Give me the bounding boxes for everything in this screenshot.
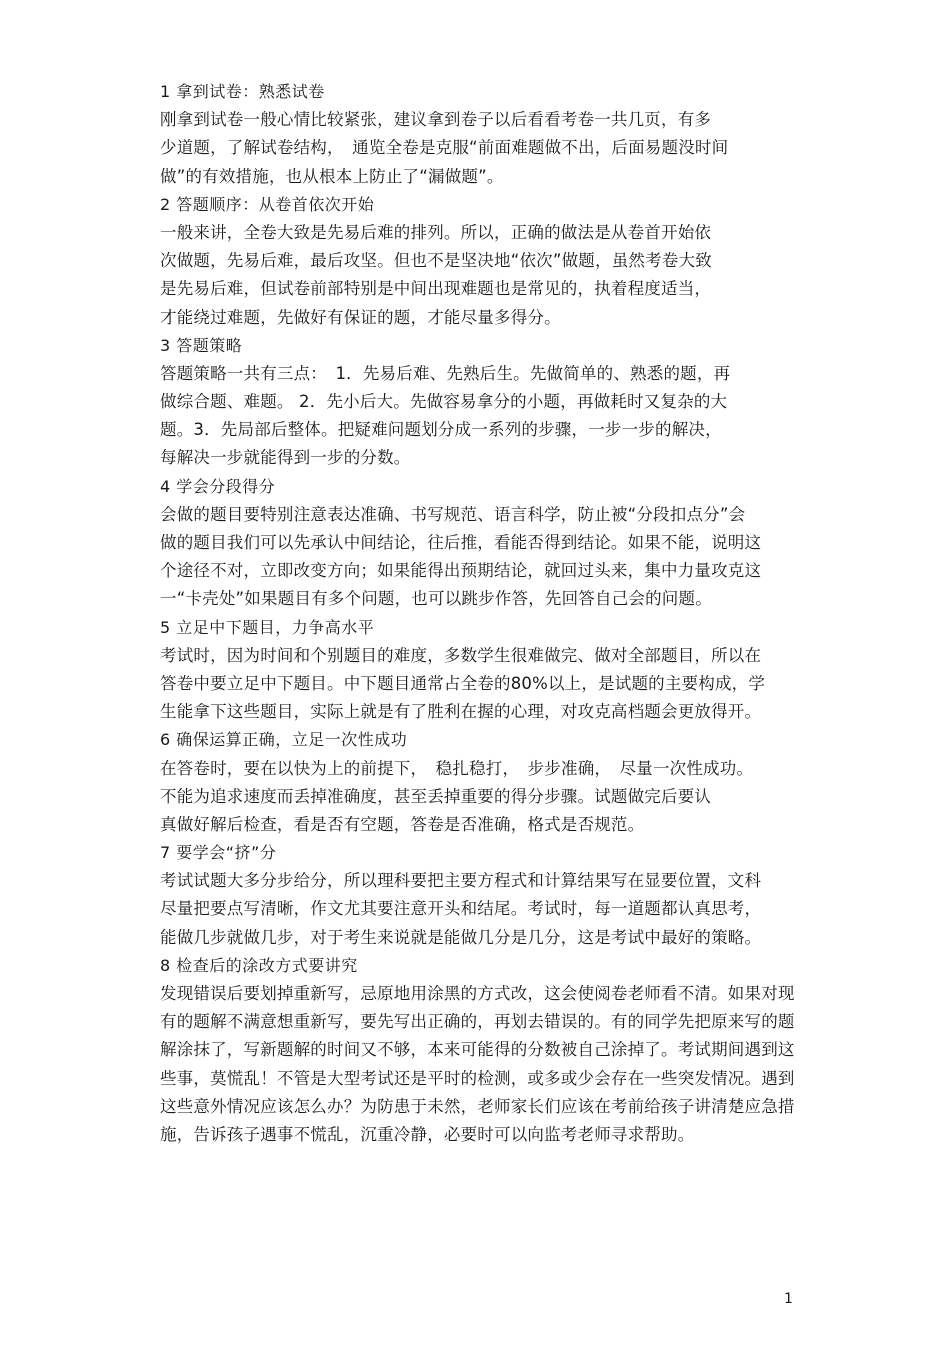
document-section xyxy=(160,839,810,952)
paragraph-line: 是先易后难，但试卷前部特别是中间出现难题也是常见的，执着程度适当， xyxy=(160,279,712,299)
document-section xyxy=(160,614,810,727)
page-number: 1 xyxy=(784,1291,793,1307)
document-section xyxy=(160,726,810,839)
paragraph-line: 在答卷时，要在以快为上的前提下， 稳扎稳打， 步步准确， 尽量一次性成功。 xyxy=(160,758,754,778)
document-section xyxy=(160,473,810,614)
section-heading: 8 检查后的涂改方式要讲究 xyxy=(160,955,358,975)
paragraph-line: 一般来讲，全卷大致是先易后难的排列。所以，正确的做法是从卷首开始依 xyxy=(160,222,712,242)
paragraph-line: 真做好解后检查，看是否有空题，答卷是否准确，格式是否规范。 xyxy=(160,814,645,834)
paragraph-line: 个途径不对，立即改变方向；如果能得出预期结论，就回过头来，集中力量攻克这 xyxy=(160,561,762,581)
paragraph-line: 每解决一步就能得到一步的分数。 xyxy=(160,448,411,468)
paragraph-line: 生能拿下这些题目，实际上就是有了胜利在握的心理，对攻克高档题会更放得开。 xyxy=(160,702,762,722)
paragraph-line: 些事，莫慌乱！不管是大型考试还是平时的检测，或多或少会存在一些突发情况。遇到 xyxy=(160,1068,795,1088)
section-heading: 4 学会分段得分 xyxy=(160,476,276,496)
paragraph-line: 少道题，了解试卷结构， 通览全卷是克服“前面难题做不出，后面易题没时间 xyxy=(160,138,729,158)
paragraph-line: 刚拿到试卷一般心情比较紧张，建议拿到卷子以后看看考卷一共几页，有多 xyxy=(160,110,712,130)
section-heading: 7 要学会“挤”分 xyxy=(160,843,277,863)
paragraph-line: 不能为追求速度而丢掉准确度，甚至丢掉重要的得分步骤。试题做完后要认 xyxy=(160,786,712,806)
paragraph-line: 答题策略一共有三点： 1．先易后难、先熟后生。先做简单的、熟悉的题，再 xyxy=(160,363,731,383)
section-heading: 2 答题顺序：从卷首依次开始 xyxy=(160,194,375,214)
paragraph-line: 答卷中要立足中下题目。中下题目通常占全卷的80%以上，是试题的主要构成，学 xyxy=(160,673,766,693)
document-section xyxy=(160,332,810,473)
paragraph-line: 会做的题目要特别注意表达准确、书写规范、语言科学，防止被“分段扣点分”会 xyxy=(160,504,746,524)
paragraph-line: 题。3．先局部后整体。把疑难问题划分成一系列的步骤，一步一步的解决， xyxy=(160,420,722,440)
document-section xyxy=(160,952,810,1149)
document-body xyxy=(160,78,810,1149)
paragraph-line: 这些意外情况应该怎么办？为防患于未然，老师家长们应该在考前给孩子讲清楚应急措 xyxy=(160,1096,795,1116)
paragraph-line: 有的题解不满意想重新写，要先写出正确的，再划去错误的。有的同学先把原来写的题 xyxy=(160,1012,795,1032)
paragraph-line: 次做题，先易后难，最后攻坚。但也不是坚决地“依次”做题，虽然考卷大致 xyxy=(160,251,712,271)
paragraph-line: 考试时，因为时间和个别题目的难度，多数学生很难做完、做对全部题目，所以在 xyxy=(160,645,762,665)
paragraph-line: 做综合题、难题。 2．先小后大。先做容易拿分的小题，再做耗时又复杂的大 xyxy=(160,392,728,412)
paragraph-line: 发现错误后要划掉重新写，忌原地用涂黑的方式改，这会使阅卷老师看不清。如果对现 xyxy=(160,984,795,1003)
paragraph-line: 施，告诉孩子遇事不慌乱，沉重冷静，必要时可以向监考老师寻求帮助。 xyxy=(160,1124,695,1144)
paragraph-line: 才能绕过难题，先做好有保证的题，才能尽量多得分。 xyxy=(160,307,561,327)
section-heading: 5 立足中下题目，力争高水平 xyxy=(160,617,375,637)
section-heading: 3 答题策略 xyxy=(160,335,243,355)
paragraph-line: 考试试题大多分步给分，所以理科要把主要方程式和计算结果写在显要位置，文科 xyxy=(160,871,762,891)
section-heading: 1 拿到试卷：熟悉试卷 xyxy=(160,82,325,101)
paragraph-line: 一“卡壳处”如果题目有多个问题，也可以跳步作答，先回答自己会的问题。 xyxy=(160,589,712,609)
paragraph-line: 能做几步就做几步，对于考生来说就是能做几分是几分，这是考试中最好的策略。 xyxy=(160,927,762,947)
document-section xyxy=(160,191,810,332)
document-section xyxy=(160,78,810,191)
paragraph-line: 做的题目我们可以先承认中间结论，往后推，看能否得到结论。如果不能，说明这 xyxy=(160,533,762,552)
paragraph-line: 尽量把要点写清晰，作文尤其要注意开头和结尾。考试时，每一道题都认真思考， xyxy=(160,899,762,919)
paragraph-line: 做”的有效措施，也从根本上防止了“漏做题”。 xyxy=(160,166,504,186)
paragraph-line: 解涂抹了，写新题解的时间又不够，本来可能得的分数被自己涂掉了。考试期间遇到这 xyxy=(160,1040,795,1060)
section-heading: 6 确保运算正确，立足一次性成功 xyxy=(160,730,408,750)
